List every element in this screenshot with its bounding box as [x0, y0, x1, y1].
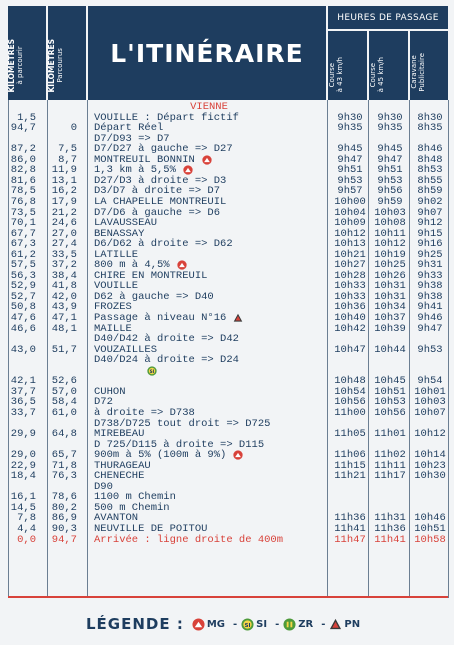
km-remaining: 29,0: [10, 449, 36, 462]
time-course-45: 10h26: [374, 269, 406, 282]
itinerary-step: THURAGEAU: [94, 459, 151, 472]
table-row: [8, 355, 448, 365]
km-done: 43,9: [51, 301, 77, 314]
km-done: 24,6: [51, 217, 77, 230]
time-caravane: 10h58: [414, 533, 446, 546]
legend-pn: [329, 618, 360, 631]
km-remaining: 29,9: [10, 428, 36, 441]
itinerary-step: D7/D27 à gauche => D27: [94, 143, 233, 156]
km-remaining: 22,9: [10, 459, 36, 472]
itinerary-step: CHIRE EN MONTREUIL: [94, 269, 208, 282]
time-caravane: 9h38: [417, 290, 443, 303]
mountain-icon: [183, 165, 193, 175]
km-remaining: 47,6: [10, 312, 36, 324]
legend-sep-2: -: [275, 618, 280, 630]
legend-zr-label: ZR: [298, 618, 314, 630]
time-course-43: 10h21: [334, 248, 366, 261]
itinerary-step: à droite => D738: [94, 406, 195, 419]
km-done: 57,0: [51, 385, 77, 398]
km-done: 8,7: [58, 153, 77, 166]
page-title: L'ITINÉRAIRE: [110, 38, 304, 68]
time-caravane: 9h02: [417, 195, 443, 208]
km-remaining: 4,4: [17, 523, 36, 535]
itinerary-step: LATILLE: [94, 248, 139, 261]
time-course-43: 11h15: [334, 459, 366, 472]
legend: [86, 612, 364, 636]
time-course-43: 9h53: [337, 174, 363, 187]
time-caravane: 10h01: [414, 385, 446, 398]
time-course-43: 9h30: [337, 111, 363, 124]
svg-text:SI: SI: [244, 622, 251, 629]
km-done: 16,2: [51, 185, 77, 198]
itinerary-step: MAILLE: [94, 322, 132, 335]
header-km-parcourus-sub: Parcourus: [56, 48, 64, 83]
header-km-parcourus: [48, 6, 86, 100]
itinerary-step: CUHON: [94, 385, 126, 398]
time-course-45: 9h51: [377, 164, 403, 177]
km-done: 38,4: [51, 269, 77, 282]
time-course-45: 11h17: [374, 470, 406, 483]
time-course-43: 10h40: [334, 312, 366, 324]
km-done: 27,0: [51, 227, 77, 240]
itinerary-step: D738/D725 tout droit => D725: [94, 417, 271, 430]
itinerary-step: LAVAUSSEAU: [94, 217, 158, 230]
header-course45-label: Course à 45 km/h: [369, 56, 385, 92]
itinerary-step: 1100 m Chemin: [94, 491, 176, 504]
mountain-icon: [202, 155, 212, 165]
header-km-parcourus-label: KILOMÈTRES: [47, 38, 56, 92]
header-km-parcourir-sub: à parcourir: [16, 46, 24, 85]
km-remaining: 67,7: [10, 227, 36, 240]
km-remaining: 46,6: [10, 322, 36, 335]
time-caravane: 9h33: [417, 269, 443, 282]
km-done: 90,3: [51, 523, 77, 535]
time-course-45: 9h35: [377, 122, 403, 135]
km-remaining: 87,2: [10, 143, 36, 156]
time-course-43: 10h00: [334, 195, 366, 208]
time-course-43: 10h33: [334, 280, 366, 293]
time-caravane: 10h30: [414, 470, 446, 483]
time-caravane: 10h07: [414, 406, 446, 419]
km-remaining: 36,5: [10, 396, 36, 409]
km-done: 21,2: [51, 206, 77, 219]
km-done: 61,0: [51, 406, 77, 419]
legend-pn-label: PN: [344, 618, 361, 630]
time-course-45: 11h01: [374, 428, 406, 441]
time-course-45: 9h45: [377, 143, 403, 156]
time-caravane: 8h30: [417, 111, 443, 124]
time-course-45: 10h45: [374, 375, 406, 388]
time-caravane: 9h46: [417, 312, 443, 324]
legend-si-label: SI: [256, 618, 268, 630]
table-row: [8, 123, 448, 133]
itinerary-step: VOUILLE : Départ fictif: [94, 111, 239, 124]
km-remaining: 18,4: [10, 470, 36, 483]
time-course-43: 10h13: [334, 238, 366, 251]
time-caravane: 10h14: [414, 449, 446, 462]
legend-zr: [283, 618, 313, 631]
time-course-43: 10h36: [334, 301, 366, 314]
time-caravane: 8h55: [417, 174, 443, 187]
time-caravane: 9h38: [417, 280, 443, 293]
km-done: 47,1: [51, 312, 77, 324]
km-remaining: 37,7: [10, 385, 36, 398]
itinerary-step: D6/D62 à droite => D62: [94, 238, 233, 251]
km-done: 52,6: [51, 375, 77, 388]
header-title-cell: [88, 6, 326, 100]
itinerary-step: VOUZAILLES: [94, 343, 158, 356]
legend-sep-1: -: [233, 618, 238, 630]
km-done: 13,1: [51, 174, 77, 187]
legend-mg: [192, 618, 225, 631]
header-caravane-label: Caravane Publicitaire: [410, 53, 426, 92]
itinerary-step: D62 à gauche => D40: [94, 290, 214, 303]
time-course-43: 10h12: [334, 227, 366, 240]
time-caravane: 9h54: [417, 375, 443, 388]
time-course-43: 10h47: [334, 343, 366, 356]
km-done: 65,7: [51, 449, 77, 462]
itinerary-step: D27/D3 à droite => D3: [94, 174, 227, 187]
time-course-43: 10h54: [334, 385, 366, 398]
km-done: 71,8: [51, 459, 77, 472]
time-caravane: 9h47: [417, 322, 443, 335]
time-course-43: 11h05: [334, 428, 366, 441]
km-done: 78,6: [51, 491, 77, 504]
time-caravane: 8h53: [417, 164, 443, 177]
itinerary-step: D3/D7 à droite => D7: [94, 185, 221, 198]
time-course-45: 10h31: [374, 280, 406, 293]
itinerary-step: MONTREUIL BONNIN: [94, 153, 195, 166]
km-done: 42,0: [51, 290, 77, 303]
km-remaining: 73,5: [10, 206, 36, 219]
time-course-45: 10h56: [374, 406, 406, 419]
time-course-45: 10h11: [374, 227, 406, 240]
km-remaining: 94,7: [10, 122, 36, 135]
table-row: [8, 471, 448, 481]
km-done: 76,3: [51, 470, 77, 483]
itinerary-step: 800 m à 4,5%: [94, 259, 170, 272]
km-remaining: 42,1: [10, 375, 36, 388]
time-course-45: 10h25: [374, 259, 406, 272]
itinerary-step: D 725/D115 à droite => D115: [94, 438, 265, 451]
time-course-43: 11h47: [334, 533, 366, 546]
header-course43: [328, 31, 367, 100]
km-done: 41,8: [51, 280, 77, 293]
km-remaining: 43,0: [10, 343, 36, 356]
km-done: 86,9: [51, 512, 77, 525]
km-remaining: 78,5: [10, 185, 36, 198]
header-course43-label: Course à 43 km/h: [328, 56, 344, 92]
time-course-43: 9h45: [337, 143, 363, 156]
time-course-45: 9h59: [377, 195, 403, 208]
itinerary-table: [8, 0, 448, 598]
mountain-icon: [192, 618, 205, 631]
km-remaining: 67,3: [10, 238, 36, 251]
time-course-43: 10h48: [334, 375, 366, 388]
time-course-45: 11h11: [374, 459, 406, 472]
itinerary-step: MIREBEAU: [94, 428, 145, 441]
time-caravane: 9h15: [417, 227, 443, 240]
legend-si: [241, 618, 267, 631]
itinerary-step: D72: [94, 396, 113, 409]
level-crossing-icon: [233, 313, 243, 323]
km-remaining: 7,8: [17, 512, 36, 525]
time-course-45: 10h51: [374, 385, 406, 398]
km-done: 94,7: [51, 533, 77, 546]
svg-text:SI: SI: [149, 369, 155, 375]
time-caravane: 8h59: [417, 185, 443, 198]
time-course-45: 9h53: [377, 174, 403, 187]
sprint-icon: [147, 366, 157, 376]
time-caravane: 8h35: [417, 122, 443, 135]
time-course-43: 11h00: [334, 406, 366, 419]
time-caravane: 9h31: [417, 259, 443, 272]
km-remaining: 57,5: [10, 259, 36, 272]
km-done: 58,4: [51, 396, 77, 409]
itinerary-step: LA CHAPELLE MONTREUIL: [94, 195, 227, 208]
km-done: 33,5: [51, 248, 77, 261]
time-course-45: 10h53: [374, 396, 406, 409]
time-caravane: 9h41: [417, 301, 443, 314]
km-remaining: 33,7: [10, 406, 36, 419]
header-course45: [369, 31, 408, 100]
time-course-45: 10h12: [374, 238, 406, 251]
itinerary-step: BENASSAY: [94, 227, 145, 240]
km-remaining: 76,8: [10, 195, 36, 208]
itinerary-step: 500 m Chemin: [94, 501, 170, 514]
time-caravane: 9h07: [417, 206, 443, 219]
km-done: 51,7: [51, 343, 77, 356]
header-passage: HEURES DE PASSAGE: [328, 6, 448, 29]
time-course-43: 10h33: [334, 290, 366, 303]
time-caravane: 8h46: [417, 143, 443, 156]
time-course-45: 10h39: [374, 322, 406, 335]
itinerary-step: CHENECHE: [94, 470, 145, 483]
km-remaining: 50,8: [10, 301, 36, 314]
km-remaining: 1,5: [17, 111, 36, 124]
time-course-45: 9h56: [377, 185, 403, 198]
mountain-icon: [233, 450, 243, 460]
time-caravane: 10h12: [414, 428, 446, 441]
km-remaining: 70,1: [10, 217, 36, 230]
itinerary-step: VOUILLE: [94, 280, 139, 293]
time-course-43: 11h41: [334, 523, 366, 535]
legend-mg-label: MG: [206, 618, 226, 630]
time-caravane: 9h25: [417, 248, 443, 261]
km-done: 11,9: [51, 164, 77, 177]
itinerary-step: D40/D24 à droite => D24: [94, 354, 239, 367]
itinerary-step: Départ Réel: [94, 122, 164, 135]
time-course-45: 11h41: [374, 533, 406, 546]
time-course-45: 10h37: [374, 312, 406, 324]
km-remaining: 82,8: [10, 164, 36, 177]
time-course-45: 9h30: [377, 111, 403, 124]
time-caravane: 9h16: [417, 238, 443, 251]
itinerary-step: 1,3 km à 5,5%: [94, 164, 176, 177]
itinerary-step: D90: [94, 480, 113, 493]
header-km-parcourir: [8, 6, 46, 100]
km-remaining: 0,0: [17, 533, 36, 546]
itinerary-step: Passage à niveau N°16: [94, 312, 227, 324]
km-remaining: 61,2: [10, 248, 36, 261]
itinerary-step: Arrivée : ligne droite de 400m: [94, 533, 284, 546]
time-course-45: 10h19: [374, 248, 406, 261]
time-course-45: 10h31: [374, 290, 406, 303]
time-course-45: 10h03: [374, 206, 406, 219]
km-done: 80,2: [51, 501, 77, 514]
km-remaining: 16,1: [10, 491, 36, 504]
time-course-43: 10h42: [334, 322, 366, 335]
itinerary-step: D7/D6 à gauche => D6: [94, 206, 221, 219]
time-course-43: 9h35: [337, 122, 363, 135]
time-course-43: 11h21: [334, 470, 366, 483]
table-bottom-line: [8, 596, 448, 598]
km-remaining: 52,9: [10, 280, 36, 293]
feed-zone-icon: [283, 618, 296, 631]
time-course-43: 9h51: [337, 164, 363, 177]
level-crossing-icon: [329, 618, 342, 631]
km-remaining: 14,5: [10, 501, 36, 514]
time-course-45: 9h47: [377, 153, 403, 166]
sprint-icon: [241, 618, 254, 631]
itinerary-step: VIENNE: [190, 101, 228, 113]
legend-sep-3: -: [321, 618, 326, 630]
km-remaining: 86,0: [10, 153, 36, 166]
time-caravane: 10h46: [414, 512, 446, 525]
km-done: 0: [70, 122, 77, 135]
time-course-43: 11h06: [334, 449, 366, 462]
km-done: 17,9: [51, 195, 77, 208]
time-course-45: 11h02: [374, 449, 406, 462]
time-course-43: 10h09: [334, 217, 366, 230]
itinerary-step: AVANTON: [94, 512, 139, 525]
time-caravane: 10h51: [414, 523, 446, 535]
km-remaining: 56,3: [10, 269, 36, 282]
time-course-43: 10h28: [334, 269, 366, 282]
km-remaining: 52,7: [10, 290, 36, 303]
km-done: 37,2: [51, 259, 77, 272]
itinerary-step: FROZES: [94, 301, 132, 314]
time-course-45: 10h44: [374, 343, 406, 356]
time-course-45: 10h34: [374, 301, 406, 314]
table-row: [8, 535, 448, 545]
time-course-45: 11h31: [374, 512, 406, 525]
km-done: 64,8: [51, 428, 77, 441]
km-done: 48,1: [51, 322, 77, 335]
time-caravane: 9h12: [417, 217, 443, 230]
time-course-43: 10h04: [334, 206, 366, 219]
header-caravane: [410, 31, 448, 100]
time-course-43: 10h56: [334, 396, 366, 409]
itinerary-step: NEUVILLE DE POITOU: [94, 523, 208, 535]
time-caravane: 10h03: [414, 396, 446, 409]
time-course-45: 11h36: [374, 523, 406, 535]
time-course-43: 10h27: [334, 259, 366, 272]
km-remaining: 81,6: [10, 174, 36, 187]
itinerary-step: D7/D93 => D7: [94, 132, 170, 145]
time-caravane: 10h23: [414, 459, 446, 472]
header-km-parcourir-label: KILOMÈTRES: [7, 38, 16, 92]
legend-title: LÉGENDE :: [86, 615, 184, 633]
km-done: 27,4: [51, 238, 77, 251]
itinerary-step: 900m à 5% (100m à 9%): [94, 449, 227, 462]
mountain-icon: [177, 260, 187, 270]
time-course-43: 9h47: [337, 153, 363, 166]
itinerary-step: D40/D42 à droite => D42: [94, 333, 239, 346]
time-course-43: 11h36: [334, 512, 366, 525]
km-done: 7,5: [58, 143, 77, 156]
time-course-45: 10h08: [374, 217, 406, 230]
time-caravane: 9h53: [417, 343, 443, 356]
time-course-43: 9h57: [337, 185, 363, 198]
time-caravane: 8h48: [417, 153, 443, 166]
